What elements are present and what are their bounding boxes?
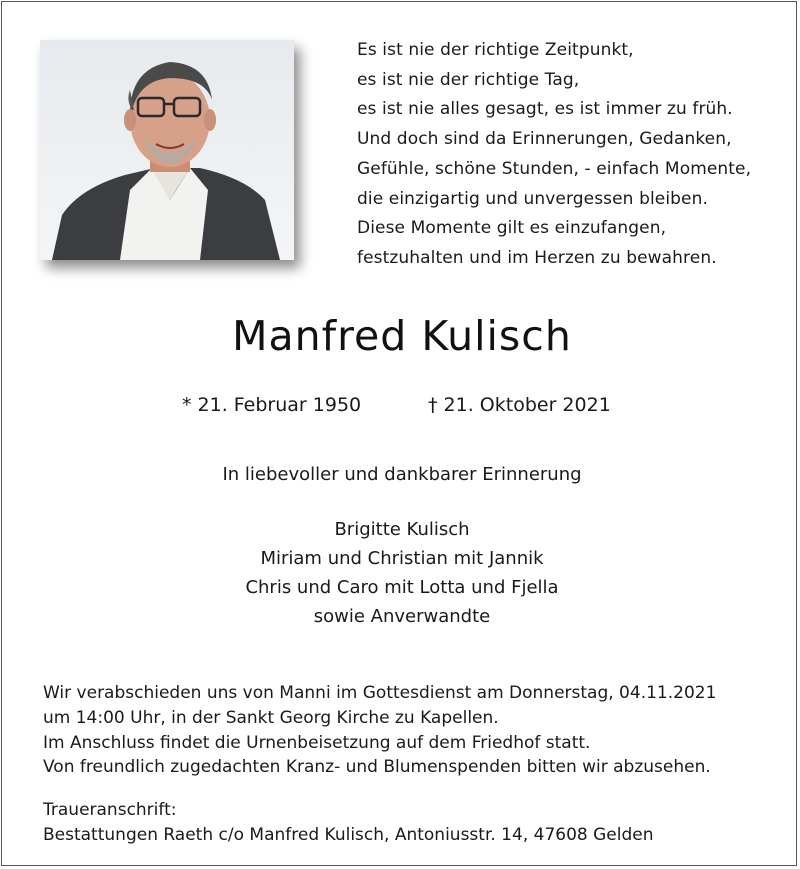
poem-line: Es ist nie der richtige Zeitpunkt, — [357, 40, 634, 60]
poem-line: festzuhalten und im Herzen zu bewahren. — [357, 247, 717, 268]
poem-line: es ist nie der richtige Tag, — [357, 69, 580, 90]
family-member: Miriam und Christian mit Jannik — [260, 548, 544, 569]
poem-line: Diese Momente gilt es einzufangen, — [357, 218, 667, 239]
address-label: Traueranschrift: — [43, 800, 177, 820]
notice-line: Von freundlich zugedachten Kranz- und Blumenspenden bitten wir abzusehen. — [43, 757, 711, 778]
obituary-card — [1, 1, 797, 866]
funeral-notice — [43, 681, 783, 780]
family-member: sowie Anverwandte — [313, 606, 491, 627]
poem — [357, 36, 777, 274]
notice-line: Im Anschluss findet die Urnenbeisetzung auf dem Friedhof statt. — [43, 732, 591, 753]
address-line: Bestattungen Raeth c/o Manfred Kulisch, Antoniusstr. 14, 47608 Gelden — [43, 825, 654, 845]
family-list — [2, 515, 800, 631]
memory-line: In liebevoller und dankbarer Erinnerung — [222, 464, 582, 485]
birth-date: * 21. Februar 1950 — [182, 394, 362, 416]
mourning-address — [43, 798, 783, 848]
deceased-name: Manfred Kulisch — [232, 312, 572, 360]
poem-line: Gefühle, schöne Stunden, - einfach Momente, — [357, 158, 752, 179]
poem-line: Und doch sind da Erinnerungen, Gedanken, — [357, 129, 732, 150]
portrait-photo — [40, 40, 294, 260]
poem-line: es ist nie alles gesagt, es ist immer zu früh. — [357, 99, 733, 120]
death-date: † 21. Oktober 2021 — [428, 394, 611, 416]
poem-line: die einzigartig und unvergessen bleiben. — [357, 188, 708, 209]
notice-line: um 14:00 Uhr, in der Sankt Georg Kirche zu Kapellen. — [43, 707, 499, 728]
family-member: Chris und Caro mit Lotta und Fjella — [245, 577, 559, 598]
family-member: Brigitte Kulisch — [334, 519, 470, 540]
notice-line: Wir verabschieden uns von Manni im Gottesdienst am Donnerstag, 04.11.2021 — [43, 683, 717, 703]
